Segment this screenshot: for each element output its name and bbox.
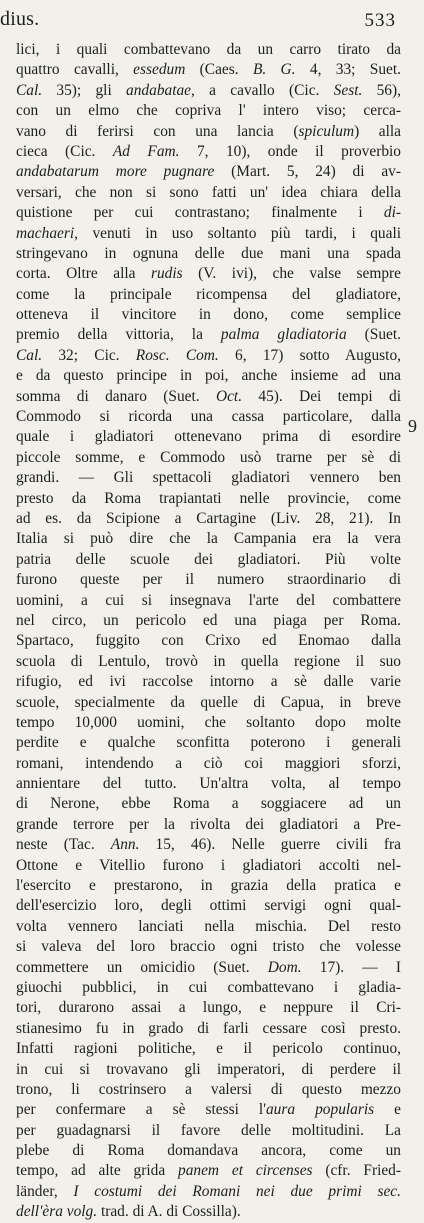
text-segment: trono, li costrinsero a valersi di questo mezzo [16, 1080, 401, 1098]
text-line [16, 224, 401, 244]
text-segment: grande terrore per la rivolta dei gladiatori a Pre- [16, 815, 401, 833]
text-line [16, 1121, 401, 1141]
italic-text: Oct. [215, 387, 243, 405]
text-line [16, 81, 401, 101]
margin-line-number: 9 [408, 416, 417, 436]
italic-text: Dom. [267, 958, 302, 976]
text-segment: Infatti ragioni politiche, e il pericolo continuo, [16, 1040, 401, 1058]
text-segment: uomini, a cui si insegnava l'arte del combattere [16, 591, 401, 609]
text-segment: scuola di Lentulo, trovò in quella regione il suo [16, 652, 401, 670]
text-line [16, 896, 401, 916]
text-line [16, 183, 401, 203]
text-segment: commettere un omicidio (Suet. [16, 958, 268, 976]
text-segment: Ottone e Vitellio furono i gladiatori accolti nel- [16, 856, 401, 874]
text-line [16, 876, 401, 896]
text-line [16, 244, 401, 264]
italic-text: andabatae [126, 81, 192, 99]
italic-text: palma gladiatoria [220, 326, 347, 344]
text-line [16, 998, 401, 1018]
text-segment: romani, intendendo a ciò coi maggiori sforzi, [16, 754, 401, 772]
text-segment: patria delle scuole dei gladiatori. Più volte [16, 550, 401, 568]
text-segment: (Caes. [185, 61, 253, 79]
text-segment: länder, [16, 1182, 74, 1200]
text-segment: per confermare a sè stessi l' [16, 1101, 266, 1119]
text-segment: 7, 10), onde il proverbio [179, 142, 401, 160]
text-segment: quale i gladiatori ottenevano prima di esordire [16, 428, 401, 446]
text-segment: piccole somme, e Commodo usò trarne per sè di [16, 448, 401, 466]
text-line [16, 978, 401, 998]
italic-text: machaeri [16, 224, 75, 242]
text-line [16, 611, 401, 631]
text-line [16, 203, 401, 223]
text-line [16, 1039, 401, 1059]
text-line [16, 325, 401, 345]
text-segment: 15, 46). Nelle guerre civili fra [139, 836, 401, 854]
body-text [16, 40, 401, 1223]
text-segment: per guadagnarsi il favore delle moltitudini. La [16, 1121, 401, 1139]
text-segment: cieca (Cic. [16, 142, 113, 160]
text-line [16, 264, 401, 284]
text-segment: in cui si trovavano gli imperatori, di perdere il [16, 1060, 401, 1078]
italic-text: di- [383, 204, 401, 222]
text-line [16, 815, 401, 835]
text-segment: (cfr. Fried- [312, 1162, 401, 1180]
text-segment: stringevano in ognuna delle due mani una spada [16, 244, 401, 262]
text-segment: Spartaco, fuggito con Crixo ed Enomao dalla [16, 632, 401, 650]
text-line [16, 672, 401, 692]
text-segment: annientare del tutto. Un'altra volta, al tempo [16, 775, 401, 793]
text-line [16, 917, 401, 937]
running-head-word: dius. [0, 8, 40, 30]
text-segment: dell'esercizio loro, degli ottimi servigi ogni qual- [16, 897, 401, 915]
italic-text: dell'èra volg. [16, 1203, 98, 1221]
text-segment: giuochi pubblici, in cui combattevano i gladia- [16, 978, 401, 996]
italic-text: andabatarum more pugnare [16, 163, 215, 181]
text-segment: volta vennero lanciati nella mischia. Del resto [16, 917, 401, 935]
text-segment: (V. ivi), che valse sempre [182, 265, 401, 283]
text-segment: 17). — I [301, 958, 401, 976]
text-segment: , venuti in uso soltanto più tardi, i quali [74, 224, 401, 242]
text-line [16, 427, 401, 447]
text-segment: quattro cavalli, [16, 61, 134, 79]
text-segment: come la principale ricompensa del gladiatore, [16, 285, 401, 303]
text-line [16, 142, 401, 162]
text-line [16, 448, 401, 468]
text-line [16, 509, 401, 529]
text-line [16, 489, 401, 509]
italic-text: Ad Fam. [112, 142, 180, 160]
text-line [16, 550, 401, 570]
text-segment: trad. di A. di Cossilla). [97, 1203, 241, 1221]
italic-text: rudis [151, 265, 183, 283]
running-header [0, 8, 424, 34]
text-segment: corta. Oltre alla [16, 265, 151, 283]
text-segment: tempo, ad alte grida [16, 1162, 179, 1180]
text-line [16, 285, 401, 305]
text-segment: (Mart. 5, 24) di av- [214, 163, 401, 181]
text-segment: premio della vittoria, la [16, 326, 221, 344]
text-line [16, 122, 401, 142]
text-segment: , a cavallo (Cic. [191, 81, 334, 99]
text-line [16, 468, 401, 488]
text-line [16, 1100, 401, 1120]
text-segment: versari, che non si sono fatti un' idea chiara della [16, 183, 401, 201]
text-segment: otteneva il vincitore in dono, come semplice [16, 306, 401, 324]
text-segment: (Suet. [346, 326, 401, 344]
text-segment: 6, 17) sotto Augusto, [218, 346, 401, 364]
italic-text: essedum [133, 61, 186, 79]
text-line [16, 60, 401, 80]
text-line [16, 1060, 401, 1080]
text-segment: e [374, 1101, 401, 1119]
text-segment: tori, durarono assai a lungo, e neppure il Cri- [16, 999, 401, 1017]
text-segment: 35); gli [42, 81, 127, 99]
text-segment: ad es. da Scipione a Cartagine (Liv. 28, 21). In [16, 509, 401, 527]
text-line [16, 631, 401, 651]
text-line [16, 713, 401, 733]
text-segment: con un elmo che copriva l' intero viso; cerca- [16, 102, 401, 120]
text-segment: l'esercito e prestarono, in grazia della pratica e [16, 877, 401, 895]
italic-text: aura popularis [265, 1101, 375, 1119]
text-line [16, 1141, 401, 1161]
text-line [16, 387, 401, 407]
text-line [16, 305, 401, 325]
text-line [16, 1182, 401, 1202]
text-segment: lici, i quali combattevano da un carro tirato da [16, 41, 401, 58]
text-segment: neste (Tac. [16, 836, 111, 854]
text-segment: di Nerone, ebbe Roma a soggiacere ad un [16, 795, 401, 813]
text-segment: plebe di Roma domandava ancora, come un [16, 1142, 401, 1160]
text-line [16, 937, 401, 957]
text-segment: grandi. — Gli spettacoli gladiatori vennero ben [16, 469, 401, 487]
text-line [16, 570, 401, 590]
text-line [16, 652, 401, 672]
text-line [16, 856, 401, 876]
text-line [16, 101, 401, 121]
text-segment: somma di danaro (Suet. [16, 387, 216, 405]
italic-text: Sest. [333, 81, 363, 99]
text-line [16, 733, 401, 753]
text-segment: 45). Dei tempi di [242, 387, 402, 405]
text-segment: si valeva del loro braccio ogni tristo che volesse [16, 938, 401, 956]
text-line [16, 1019, 401, 1039]
italic-text: B. G. [252, 61, 296, 79]
text-line [16, 591, 401, 611]
text-line [16, 1202, 401, 1222]
text-line [16, 346, 401, 366]
italic-text: Rosc. Com. [135, 346, 219, 364]
text-line [16, 407, 401, 427]
text-segment: 56), [362, 81, 401, 99]
italic-text: I costumi dei Romani nei due primi sec. [73, 1182, 401, 1200]
text-segment: 32; Cic. [42, 346, 136, 364]
text-segment: quistione per cui contrastano; finalmente i [16, 204, 384, 222]
text-segment: 4, 33; Suet. [295, 61, 402, 79]
italic-text: panem et circenses [178, 1162, 313, 1180]
italic-text: spiculum [298, 122, 355, 140]
text-segment: stianesimo fu in grado di farli cessare così presto. [16, 1019, 401, 1037]
text-segment: scuole, specialmente da quelle di Capua, in breve [16, 693, 401, 711]
text-segment: rifugio, ed ivi raccolse intorno a sè dalle varie [16, 673, 401, 691]
text-line [16, 958, 401, 978]
italic-text: Ann. [110, 836, 140, 854]
text-line [16, 754, 401, 774]
text-line [16, 529, 401, 549]
text-segment: ) alla [354, 122, 401, 140]
text-segment: vano di ferirsi con una lancia ( [16, 122, 299, 140]
text-segment: presto da Roma trapiantati nelle provincie, come [16, 489, 401, 507]
page-number: 533 [364, 10, 396, 31]
text-segment: Commodo si ricorda una cassa particolare, dalla [16, 408, 401, 426]
text-segment: tempo 10,000 uomini, che soltanto dopo molte [16, 713, 401, 731]
text-segment: Italia si può dire che la Campania era la vera [16, 530, 401, 548]
text-line [16, 774, 401, 794]
text-line [16, 693, 401, 713]
text-segment: furono queste per il numero straordinario di [16, 571, 401, 589]
text-line [16, 794, 401, 814]
text-line [16, 40, 401, 60]
text-segment: e da questo principe in poi, anche insieme ad una [16, 367, 401, 385]
text-line [16, 1161, 401, 1181]
text-segment: nel circo, un pericolo ed una piaga per Roma. [16, 611, 401, 629]
italic-text: Cal. [16, 81, 43, 99]
text-segment: perdite e qualche sconfitta poterono i generali [16, 734, 401, 752]
text-line [16, 162, 401, 182]
italic-text: Cal. [16, 346, 43, 364]
text-line [16, 835, 401, 855]
text-line [16, 366, 401, 386]
